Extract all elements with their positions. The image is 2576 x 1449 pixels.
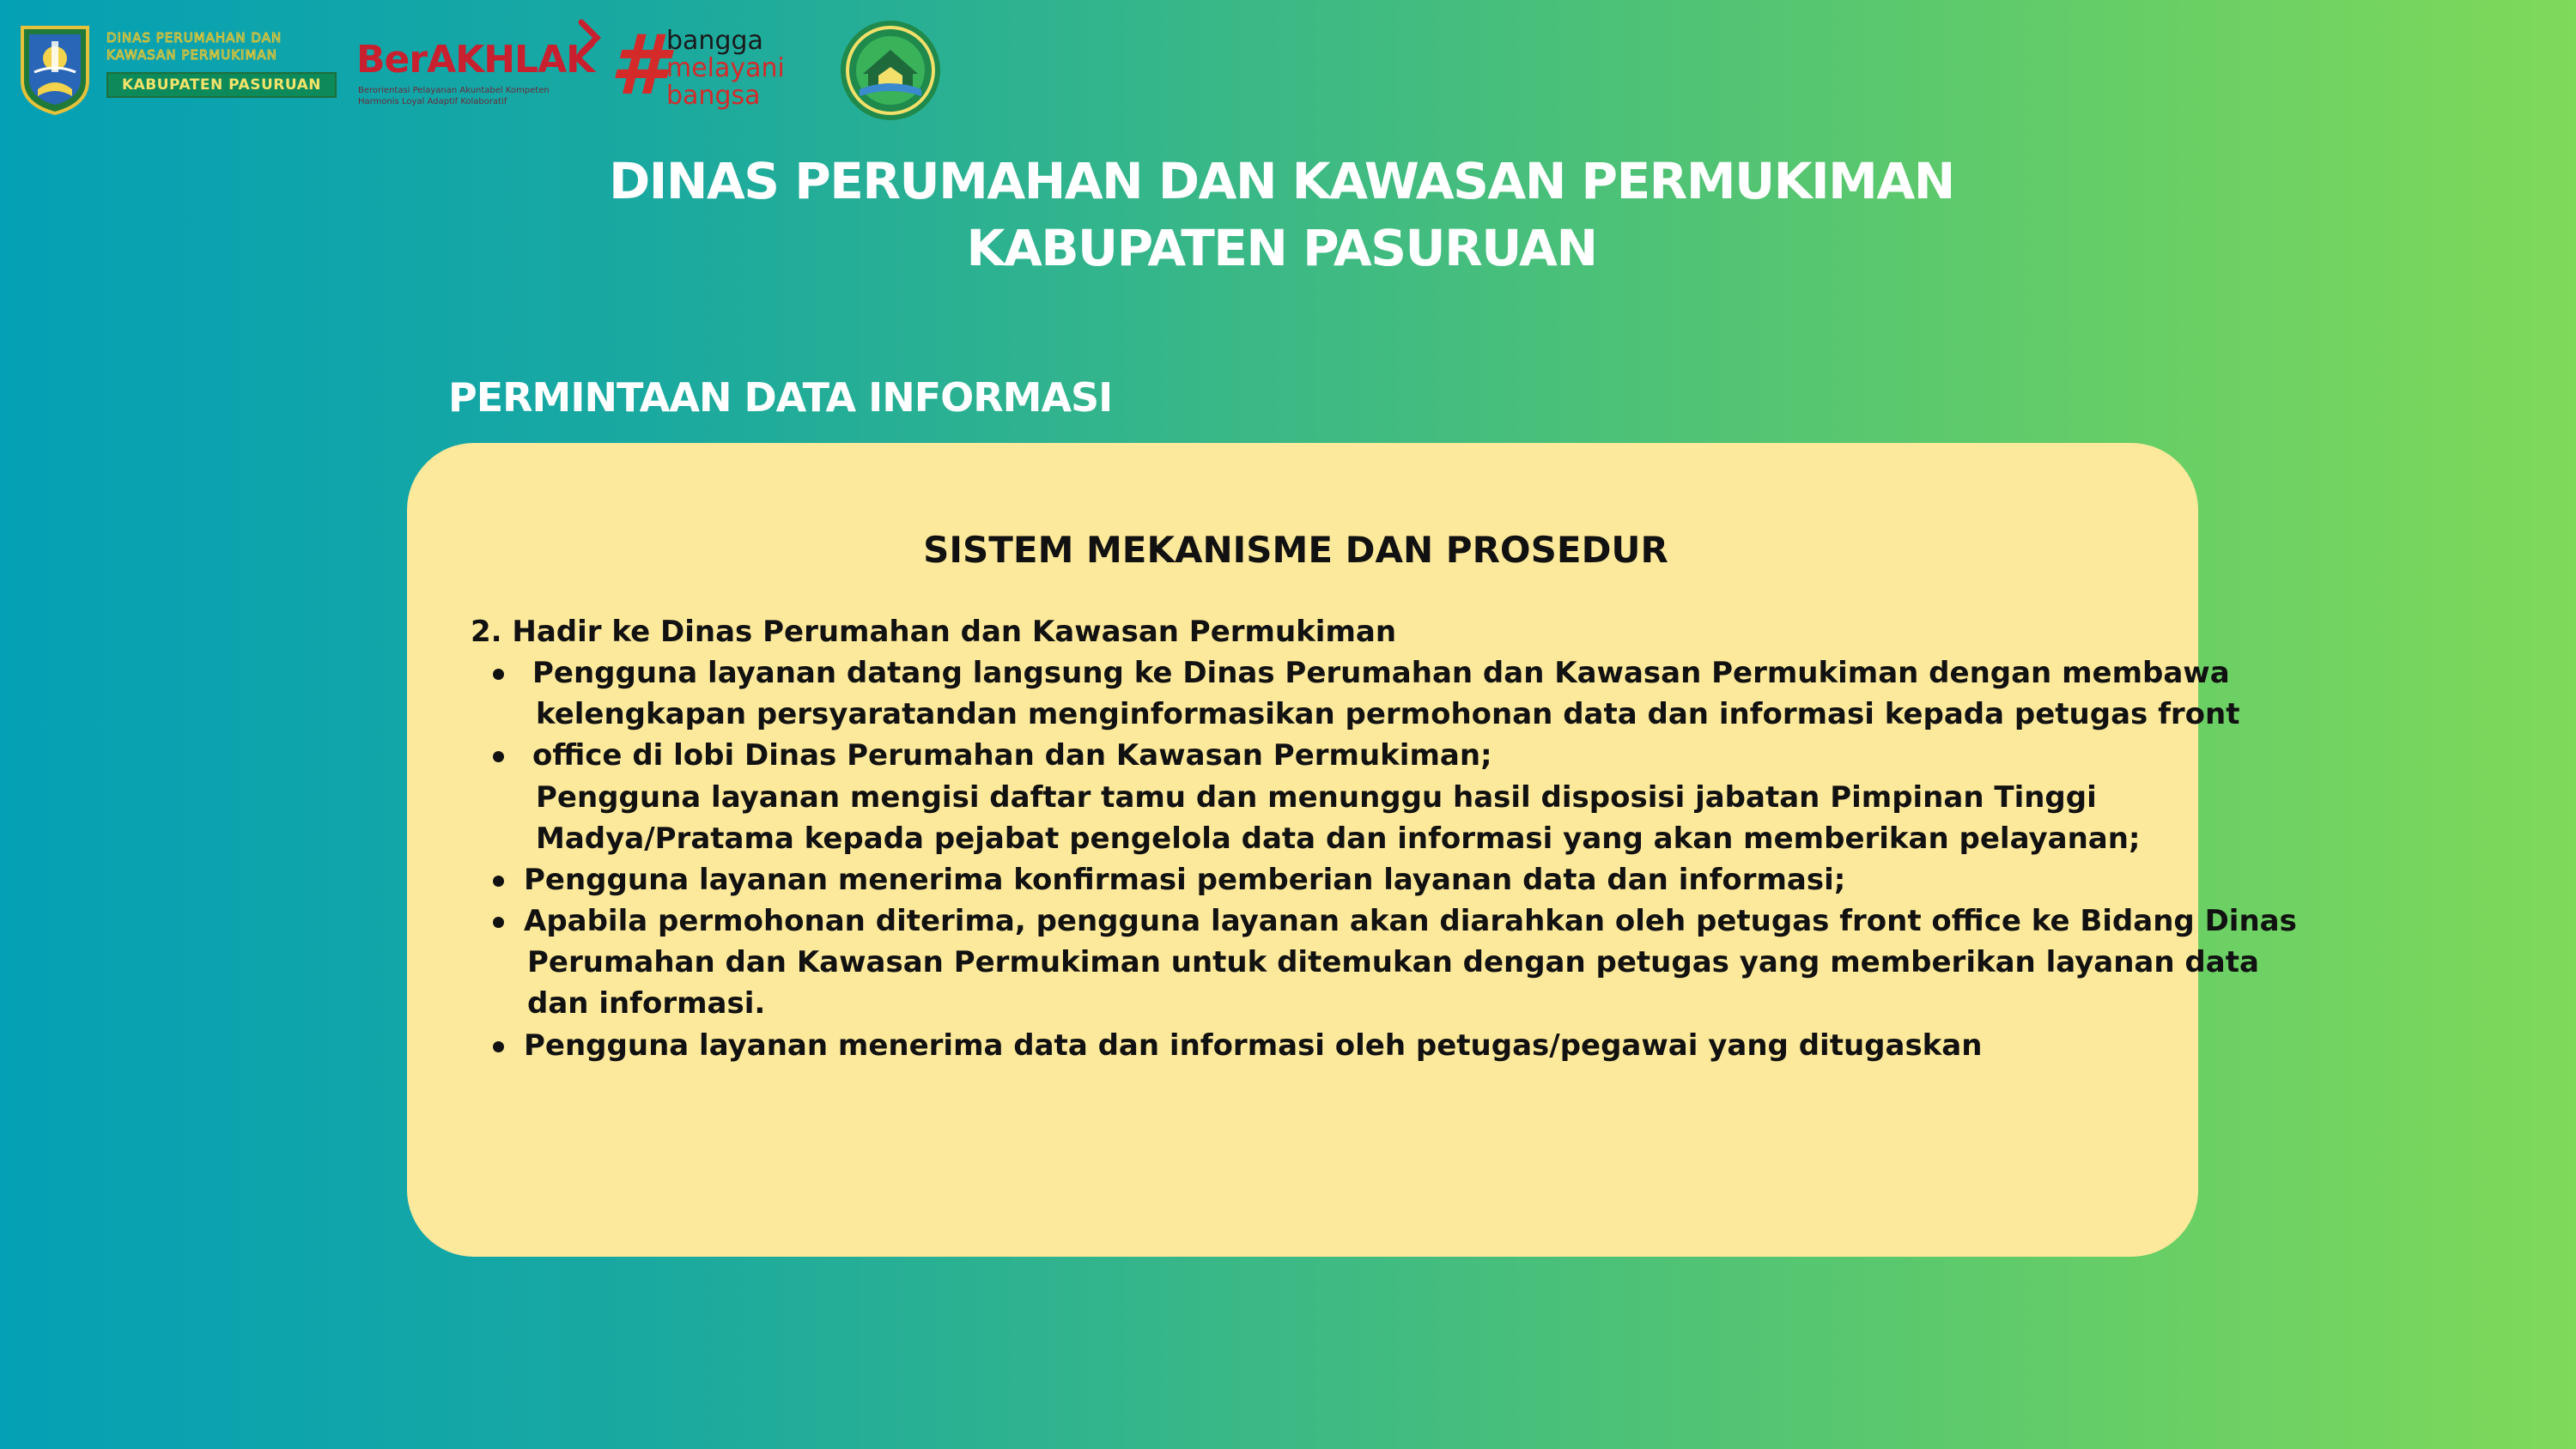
berakhlak-chevron-icon bbox=[578, 19, 604, 57]
logo-bar bbox=[17, 17, 979, 120]
content-card bbox=[407, 443, 2297, 1257]
list-item-continuation: dan informasi. bbox=[527, 986, 766, 1021]
section-label: PERMINTAAN DATA INFORMASI bbox=[448, 374, 1113, 421]
pasuruan-crest-icon bbox=[17, 21, 93, 117]
list-item: Pengguna layanan datang langsung ke Dinas Perumahan dan Kawasan Permukiman dengan membawa bbox=[532, 656, 2230, 690]
dinas-logo bbox=[106, 29, 349, 108]
card-title: SISTEM MEKANISME DAN PROSEDUR bbox=[923, 529, 1668, 571]
dinas-logo-box: KABUPATEN PASURUAN bbox=[106, 72, 337, 98]
bangga-word-2: melayani bbox=[666, 53, 785, 83]
dinas-logo-line2: KAWASAN PERMUKIMAN bbox=[106, 47, 277, 63]
step-heading: 2. Hadir ke Dinas Perumahan dan Kawasan Permukiman bbox=[471, 615, 1397, 649]
page-title-line1: DINAS PERUMAHAN DAN KAWASAN PERMUKIMAN bbox=[609, 152, 1954, 210]
bullet-icon bbox=[493, 917, 504, 928]
list-item: Pengguna layanan menerima data dan informasi oleh petugas/pegawai yang ditugaskan bbox=[524, 1028, 1983, 1063]
list-item-continuation: Pengguna layanan mengisi daftar tamu dan menunggu hasil disposisi jabatan Pimpinan Tinggi bbox=[536, 780, 2097, 815]
bangga-word-1: bangga bbox=[666, 26, 763, 56]
bullet-icon bbox=[493, 1041, 504, 1052]
bullet-icon bbox=[493, 669, 504, 680]
dinas-logo-line1: DINAS PERUMAHAN DAN bbox=[106, 30, 283, 45]
perkim-round-emblem-icon bbox=[837, 17, 944, 124]
list-item: office di lobi Dinas Perumahan dan Kawasan Permukiman; bbox=[532, 738, 1492, 773]
page-title bbox=[0, 148, 2563, 282]
bangga-word-3: bangsa bbox=[666, 81, 761, 111]
list-item-continuation: Madya/Pratama kepada pejabat pengelola data dan informasi yang akan memberikan pelayanan; bbox=[536, 822, 2141, 856]
bangga-hash-mark: # bbox=[610, 17, 667, 113]
bullet-icon bbox=[493, 876, 504, 887]
bullet-icon bbox=[493, 751, 504, 762]
list-item: Apabila permohonan diterima, pengguna layanan akan diarahkan oleh petugas front office ke Bidang Dinas bbox=[524, 904, 2297, 938]
berakhlak-logo bbox=[356, 19, 614, 115]
berakhlak-tagline-1: Berorientasi Pelayanan Akuntabel Kompeten bbox=[358, 86, 550, 95]
berakhlak-tagline-2: Harmonis Loyal Adaptif Kolaboratif bbox=[358, 97, 507, 106]
berakhlak-word: BerAKHLAK bbox=[356, 38, 595, 82]
list-item: Pengguna layanan menerima konfirmasi pemberian layanan data dan informasi; bbox=[524, 863, 1846, 897]
bangga-melayani-logo bbox=[610, 17, 824, 115]
list-item-continuation: Perumahan dan Kawasan Permukiman untuk ditemukan dengan petugas yang memberikan layanan data bbox=[527, 945, 2259, 979]
page-title-line2: KABUPATEN PASURUAN bbox=[966, 219, 1597, 277]
list-item-continuation: kelengkapan persyaratandan menginformasikan permohonan data dan informasi kepada petugas front bbox=[536, 697, 2240, 731]
